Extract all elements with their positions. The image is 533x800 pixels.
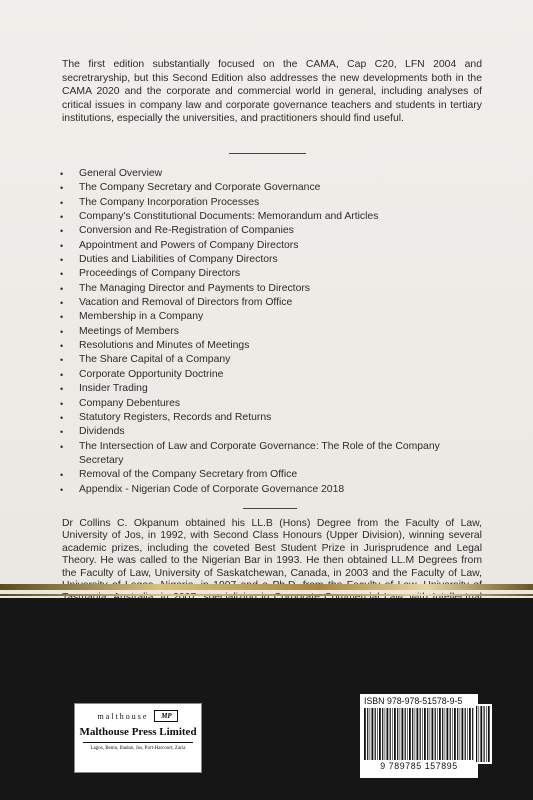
publisher-cities: Lagos, Benin, Ibadan, Jos, Port-Harcourt, Zaria bbox=[90, 746, 186, 751]
contents-item: • The Share Capital of a Company bbox=[60, 353, 480, 367]
contents-item: • Appendix - Nigerian Code of Corporate Governance 2018 bbox=[60, 483, 480, 497]
contents-item: • Proceedings of Company Directors bbox=[60, 267, 480, 281]
publisher-imprint: malthouse bbox=[97, 711, 149, 721]
author-bio: Dr Collins C. Okpanum obtained his LL.B (Hons) Degree from the Faculty of Law, University of Jos, in 1992, with Second Class Honours (Upper Division), winning several academic prizes, including the coveted Best Student Prize in Jurisprudence and Legal Theory. He was called to the Nigerian Bar in 1993. He then obtained LL.M Degrees from the Faculty of Law, University of Saskatchewan, Canada, in 2003 and the Faculty of Law, bbox=[62, 518, 482, 579]
contents-item: • Resolutions and Minutes of Meetings bbox=[60, 339, 480, 353]
gold-stripe bbox=[0, 584, 533, 590]
contents-item: • The Company Incorporation Processes bbox=[60, 196, 480, 210]
contents-item: • Company Debentures bbox=[60, 397, 480, 411]
intro-paragraph: The first edition substantially focused on the CAMA, Cap C20, LFN 2004 and secretraryship, but this Second Edition also addresses the new developments both in the CAMA 2020 and the corporate and commercial world in general, including analyses of critical issues in company law and corporate governance teachers and students in tertiary institutions, especially the universities, and practitioners should find useful. bbox=[62, 59, 482, 125]
isbn-label: ISBN 978-978-51578-9-5 bbox=[364, 696, 463, 706]
barcode-icon bbox=[364, 708, 474, 760]
contents-item: • Removal of the Company Secretary from Office bbox=[60, 468, 480, 482]
publisher-logo bbox=[74, 703, 202, 773]
contents-item: • Conversion and Re-Registration of Companies bbox=[60, 224, 480, 238]
contents-item: • The Company Secretary and Corporate Governance bbox=[60, 181, 480, 195]
contents-item: • General Overview bbox=[60, 167, 480, 181]
contents-item: • Duties and Liabilities of Company Directors bbox=[60, 253, 480, 267]
contents-item: • Statutory Registers, Records and Returns bbox=[60, 411, 480, 425]
isbn-barcode-block bbox=[360, 694, 478, 778]
divider-rule bbox=[229, 153, 306, 154]
contents-item: • Corporate Opportunity Doctrine bbox=[60, 368, 480, 382]
contents-item: • Appointment and Powers of Company Directors bbox=[60, 239, 480, 253]
publisher-divider bbox=[83, 742, 193, 743]
publisher-mark-icon: MP bbox=[154, 710, 178, 722]
price-addon-barcode bbox=[474, 704, 492, 764]
gold-stripe-thin bbox=[0, 594, 533, 596]
divider-rule bbox=[243, 508, 297, 509]
isbn-digits: 9 789785 157895 bbox=[380, 761, 458, 771]
contents-item: • Company's Constitutional Documents: Memorandum and Articles bbox=[60, 210, 480, 224]
contents-item: • The Intersection of Law and Corporate Governance: The Role of the Company Secretary bbox=[60, 440, 480, 469]
contents-item: • Insider Trading bbox=[60, 382, 480, 396]
publisher-name: Malthouse Press Limited bbox=[79, 726, 197, 738]
contents-item: • Dividends bbox=[60, 425, 480, 439]
addon-barcode-icon bbox=[476, 706, 490, 762]
contents-item: • Meetings of Members bbox=[60, 325, 480, 339]
contents-item: • The Managing Director and Payments to Directors bbox=[60, 282, 480, 296]
contents-item: • Vacation and Removal of Directors from Office bbox=[60, 296, 480, 310]
contents-list bbox=[60, 167, 480, 497]
contents-item: • Membership in a Company bbox=[60, 310, 480, 324]
